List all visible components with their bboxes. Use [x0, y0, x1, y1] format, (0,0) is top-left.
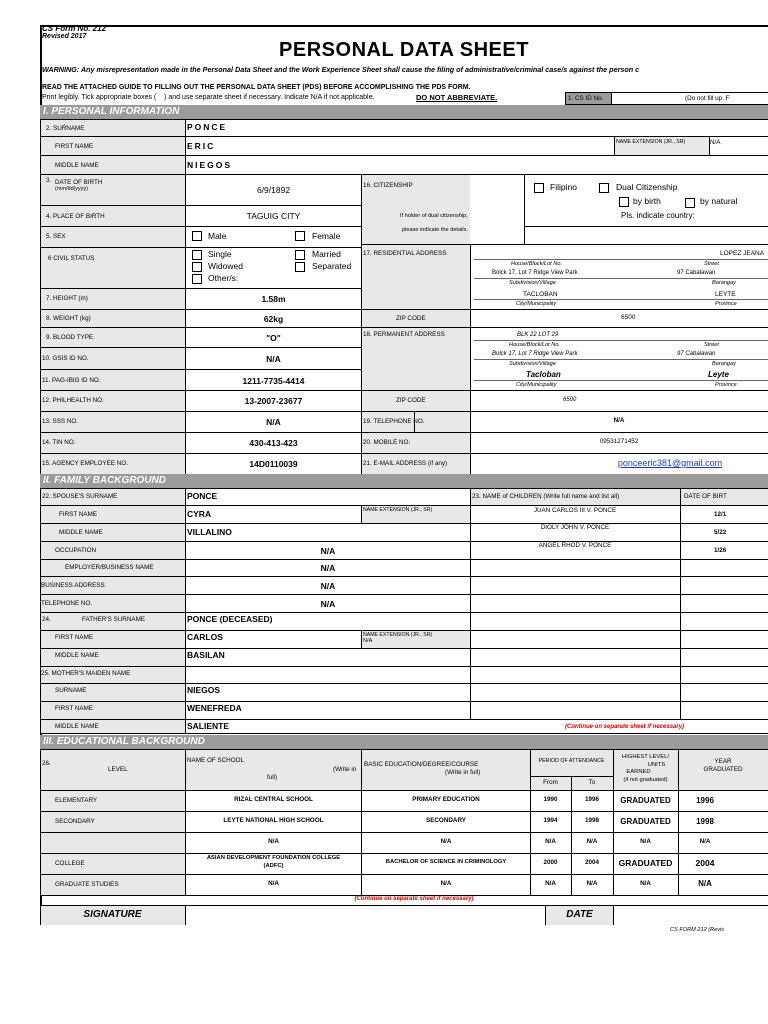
others-checkbox[interactable]	[192, 274, 202, 284]
tin-label: 14. TIN NO.	[42, 439, 76, 446]
citizenship-label: 16. CITIZENSHIP	[363, 182, 413, 189]
res-zip-label: ZIP CODE	[396, 315, 426, 322]
by-naturalization-label: by natural	[700, 196, 738, 206]
mother-surname-label: SURNAME	[55, 687, 87, 694]
permanent-address-label: 18. PERMANENT ADDRESS	[363, 331, 445, 338]
edu-row-2-to[interactable]: 1998	[584, 817, 599, 824]
edu-row-2-highest[interactable]: GRADUATED	[620, 817, 671, 826]
edu-row-3-from[interactable]: N/A	[545, 838, 556, 845]
dual-citizenship-label: Dual Citizenship	[616, 182, 678, 192]
res-barangay-value[interactable]: 97 Cabalawan	[677, 270, 716, 276]
dob-number: 3.	[46, 177, 52, 184]
height-value[interactable]: 1.58m	[261, 294, 286, 304]
edu-row-5-to[interactable]: N/A	[586, 880, 598, 887]
father-name-ext-value[interactable]: N/A	[363, 638, 373, 644]
occupation-label: OCCUPATION	[55, 547, 97, 554]
father-first-name-value[interactable]: CARLOS	[187, 632, 223, 642]
edu-row-1-school[interactable]: RIZAL CENTRAL SCHOOL	[234, 796, 313, 803]
perm-house-value[interactable]: BLK 22 LOT 29	[517, 332, 559, 338]
philhealth-value[interactable]: 13-2007-23677	[244, 396, 303, 406]
dob-format: (mm/dd/yyyy)	[55, 186, 88, 192]
telephone-label: 19. TELEPHONE NO.	[363, 418, 425, 425]
edu-row-5-year[interactable]: N/A	[698, 879, 712, 888]
male-checkbox[interactable]	[192, 231, 202, 241]
dual-note-2: please indicate the details.	[402, 227, 468, 233]
edu-row-3-course[interactable]: N/A	[440, 838, 452, 845]
from-header: From	[543, 779, 558, 786]
education-number: 26.	[42, 760, 51, 767]
edu-row-3-school[interactable]: N/A	[268, 838, 279, 845]
business-address-label: BUSINESS ADDRESS	[41, 582, 105, 589]
print-legibly-text: Print legibly. Tick appropriate boxes ( ) and use separate sheet if necessary. Indicate N/A if not applicable.	[42, 94, 375, 101]
cs-id-label: 1. CS ID No.	[568, 95, 604, 102]
filipino-checkbox[interactable]	[534, 183, 544, 193]
spouse-name-ext-label: NAME EXTENSION (JR., SR)	[363, 507, 433, 513]
residential-address-label: 17. RESIDENTIAL ADDRESS	[363, 250, 447, 257]
female-label: Female	[312, 231, 341, 241]
father-surname-label: FATHER'S SURNAME	[82, 616, 146, 623]
indicate-country-label: Pls. indicate country:	[621, 211, 695, 220]
perm-subdivision-label: Subdivision/Village	[509, 361, 556, 367]
mother-first-name-label: FIRST NAME	[55, 705, 94, 712]
edu-row-5-highest[interactable]: N/A	[640, 880, 651, 887]
mother-maiden-name-label: 25. MOTHER'S MAIDEN NAME	[41, 670, 131, 677]
edu-row-2-course[interactable]: SECONDARY	[425, 817, 466, 824]
spouse-surname-label: 22. SPOUSE'S SURNAME	[42, 493, 118, 500]
father-name-ext-label: NAME EXTENSION (JR., SR)	[363, 632, 433, 638]
edu-row-5-school[interactable]: N/A	[268, 880, 279, 887]
middle-name-label: MIDDLE NAME	[55, 162, 99, 169]
family-label-bg	[41, 488, 185, 733]
philhealth-label: 12. PHILHEALTH NO.	[42, 397, 104, 404]
pagibig-value[interactable]: 1211-7735-4414	[242, 376, 305, 386]
perm-province-value[interactable]: Leyte	[708, 370, 729, 379]
child-3-dob[interactable]: 1/26	[714, 547, 727, 554]
spouse-first-name-value[interactable]: CYRA	[187, 509, 212, 519]
name-extension-label: NAME EXTENSION (JR., SR)	[616, 139, 686, 145]
form-top-border	[40, 25, 768, 27]
res-house-label: House/Block/Lot No.	[511, 261, 562, 267]
edu-row-4-school[interactable]: ASIAN DEVELOPMENT FOUNDATION COLLEGE (ADFC)	[206, 855, 341, 869]
cs-id-note: (Do not fill up. F	[685, 95, 730, 102]
spouse-first-name-label: FIRST NAME	[59, 511, 98, 518]
perm-barangay-value[interactable]: 97 Cabalawan	[677, 351, 716, 357]
male-label: Male	[208, 231, 227, 241]
edu-row-3-year[interactable]: N/A	[699, 838, 711, 845]
res-subdivision-value[interactable]: Bolck 17, Lot 7 Ridge View Park	[492, 270, 578, 276]
gsis-label: 10. GSIS ID NO.	[42, 355, 89, 362]
res-province-label: Province	[715, 301, 737, 307]
edu-row-1-from[interactable]: 1990	[543, 796, 558, 803]
res-subdivision-label: Subdivision/Village	[509, 280, 556, 286]
perm-street-label: Street	[704, 342, 719, 348]
sss-value[interactable]: N/A	[266, 417, 281, 427]
by-naturalization-checkbox[interactable]	[685, 198, 695, 208]
spouse-telephone-label: TELEPHONE NO.	[41, 600, 93, 607]
child-2-name[interactable]: DIOLY JOHN V. PONCE	[540, 524, 610, 531]
by-birth-label: by birth	[633, 196, 661, 206]
mother-first-name-value[interactable]: WENEFREDA	[187, 703, 242, 713]
res-zip-value[interactable]: 6500	[621, 314, 636, 321]
perm-city-label: City/Municipality	[516, 382, 557, 388]
edu-row-3-to[interactable]: N/A	[586, 838, 598, 845]
father-middle-name-value[interactable]: BASILAN	[187, 650, 225, 660]
place-of-birth-label: 4. PLACE OF BIRTH	[46, 213, 105, 220]
email-label: 21. E-MAIL ADDRESS (if any)	[363, 460, 448, 467]
edu-row-4-year[interactable]: 2004	[695, 858, 715, 868]
name-extension-value[interactable]: N/A	[710, 139, 721, 146]
res-street-value[interactable]: LOPEZ JEANA	[720, 250, 765, 257]
single-label: Single	[208, 249, 232, 259]
perm-subdivision-value[interactable]: Bolck 17, Lot 7 Ridge View Park	[492, 351, 578, 357]
course-header-write: (Write in full)	[445, 769, 481, 776]
highest-level-header: HIGHEST LEVEL/ UNITS EARNED (if not graduated)	[622, 754, 669, 783]
father-middle-name-label: MIDDLE NAME	[55, 652, 99, 659]
surname-label: 2. SURNAME	[46, 125, 85, 132]
occupation-value[interactable]: N/A	[320, 546, 336, 556]
separated-checkbox[interactable]	[295, 262, 305, 272]
warning-text: WARNING: Any misrepresentation made in the Personal Data Sheet and the Work Experience Sheet shall cause the filing of administrative/criminal case/s against the person c	[42, 65, 640, 74]
edu-row-3-highest[interactable]: N/A	[640, 838, 651, 845]
res-province-value[interactable]: LEYTE	[715, 291, 736, 298]
section-personal-information: I. PERSONAL INFORMATION	[40, 105, 768, 119]
form-revised: Revised 2017	[42, 33, 87, 40]
married-checkbox[interactable]	[295, 250, 305, 260]
mobile-label: 20. MOBILE NO.	[363, 439, 411, 446]
weight-value[interactable]: 62kg	[263, 314, 284, 324]
section-family-background: II. FAMILY BACKGROUND	[40, 474, 768, 488]
perm-zip-label: ZIP CODE	[396, 397, 426, 404]
pagibig-label: 11. PAG-IBIG ID NO.	[42, 377, 101, 384]
perm-house-label: House/Block/Lot No.	[509, 342, 560, 348]
edu-row-1-level: ELEMENTARY	[55, 797, 98, 804]
date-label: DATE	[566, 909, 593, 920]
period-header: PERIOD OF ATTENDANCE	[538, 758, 605, 764]
perm-city-value[interactable]: Tacloban	[526, 370, 561, 379]
separated-label: Separated	[312, 261, 352, 271]
edu-row-1-year[interactable]: 1996	[696, 796, 714, 805]
telephone-value[interactable]: N/A	[613, 417, 625, 424]
perm-zip-value[interactable]: 6500	[563, 397, 577, 403]
signature-label: SIGNATURE	[83, 909, 142, 920]
single-checkbox[interactable]	[192, 250, 202, 260]
children-dob-label: DATE OF BIRT	[684, 493, 727, 500]
signature-field[interactable]	[186, 906, 545, 925]
sex-label: 5. SEX	[46, 233, 66, 240]
child-2-dob[interactable]: 5/22	[714, 529, 727, 536]
guide-text: READ THE ATTACHED GUIDE TO FILLING OUT THE PERSONAL DATA SHEET (PDS) BEFORE ACCOMPLISHING THE PDS FORM.	[42, 84, 471, 91]
children-label: 23. NAME of CHILDREN (Write full name and list all)	[472, 493, 620, 500]
date-field[interactable]	[614, 906, 768, 925]
family-continue-note: (Continue on separate sheet if necessary)	[565, 724, 685, 730]
filipino-label: Filipino	[550, 182, 577, 192]
education-continue-note: (Continue on separate sheet if necessary)	[354, 896, 474, 902]
school-header-write: (Write in	[333, 766, 357, 773]
spouse-middle-name-value[interactable]: VILLALINO	[187, 527, 232, 537]
blood-type-value[interactable]: "O"	[266, 333, 281, 343]
no-abbreviate-text: DO NOT ABBREVIATE.	[416, 93, 498, 102]
child-3-name[interactable]: ANGEL RHOD V. PONCE	[538, 542, 612, 549]
agency-employee-label: 15. AGENCY EMPLOYEE NO.	[42, 460, 128, 467]
to-header: To	[588, 779, 596, 786]
agency-employee-value[interactable]: 14D0110039	[249, 459, 298, 469]
height-label: 7. HEIGHT (m)	[46, 295, 88, 302]
married-label: Married	[312, 249, 341, 259]
employer-label: EMPLOYER/BUSINESS NAME	[65, 564, 154, 571]
spouse-telephone-value[interactable]: N/A	[320, 599, 336, 609]
civil-status-label: 6 CIVIL STATUS	[48, 255, 95, 262]
father-surname-value[interactable]: PONCE (DECEASED)	[187, 614, 273, 624]
school-header-full: full)	[267, 774, 278, 781]
first-name-label: FIRST NAME	[55, 143, 94, 150]
edu-row-4-to[interactable]: 2004	[584, 859, 599, 866]
mother-middle-name-value[interactable]: SALIENTE	[187, 721, 230, 731]
email-value[interactable]: ponceeric381@gmail.com	[617, 458, 723, 468]
by-birth-checkbox[interactable]	[619, 197, 629, 207]
school-header: NAME OF SCHOOL	[187, 757, 245, 764]
page-title: PERSONAL DATA SHEET	[279, 39, 529, 61]
business-address-value[interactable]: N/A	[320, 581, 336, 591]
perm-barangay-label: Barangay	[712, 361, 736, 367]
dual-citizenship-checkbox[interactable]	[599, 183, 609, 193]
tin-value[interactable]: 430-413-423	[249, 438, 298, 448]
father-number: 24.	[42, 616, 51, 623]
spouse-middle-name-label: MIDDLE NAME	[59, 529, 103, 536]
edu-row-5-course[interactable]: N/A	[440, 880, 452, 887]
blood-type-label: 9. BLOOD TYPE	[46, 334, 94, 341]
level-header: LEVEL	[108, 766, 128, 773]
personal-data-sheet-form	[40, 25, 768, 925]
widowed-checkbox[interactable]	[192, 262, 202, 272]
res-city-value[interactable]: TACLOBAN	[523, 291, 558, 298]
year-graduated-header: YEAR GRADUATED	[703, 758, 743, 773]
course-header: BASIC EDUCATION/DEGREE/COURSE	[364, 761, 479, 768]
res-street-label: Street	[704, 261, 719, 267]
child-1-dob[interactable]: 12/1	[714, 511, 727, 518]
dob-label: DATE OF BIRTH	[55, 179, 103, 186]
edu-row-1-course[interactable]: PRIMARY EDUCATION	[412, 796, 480, 803]
edu-row-4-level: COLLEGE	[55, 860, 85, 867]
edu-row-2-from[interactable]: 1994	[543, 817, 558, 824]
form-number: CS Form No. 212	[42, 25, 107, 33]
edu-row-2-year[interactable]: 1998	[696, 817, 714, 826]
edu-row-4-highest[interactable]: GRADUATED	[618, 858, 673, 868]
form-reference: CS FORM 212 (Revis	[670, 927, 725, 933]
widowed-label: Widowed	[208, 261, 243, 271]
mother-surname-value[interactable]: NIEGOS	[187, 685, 221, 695]
gsis-value[interactable]: N/A	[266, 354, 281, 364]
res-barangay-label: Barangay	[712, 280, 736, 286]
dob-value[interactable]: 6/9/1892	[256, 185, 291, 195]
sss-label: 13. SSS NO.	[42, 418, 79, 425]
mobile-value[interactable]: 09531271452	[599, 438, 639, 445]
dual-note-1: If holder of dual citizenship,	[400, 213, 468, 219]
mother-middle-name-label: MIDDLE NAME	[55, 723, 99, 730]
place-of-birth-value[interactable]: TAGUIG CITY	[246, 211, 301, 221]
edu-row-5-level: GRADUATE STUDIES	[55, 881, 119, 888]
edu-row-2-level: SECONDARY	[55, 818, 95, 825]
edu-row-2-school[interactable]: LEYTE NATIONAL HIGH SCHOOL	[223, 817, 324, 824]
middle-name-value[interactable]: NIEGOS	[187, 160, 233, 170]
surname-value[interactable]: PONCE	[187, 122, 228, 132]
employer-value[interactable]: N/A	[320, 563, 336, 573]
edu-row-4-from[interactable]: 2000	[543, 859, 558, 866]
edu-row-1-to[interactable]: 1996	[584, 796, 599, 803]
spouse-surname-value[interactable]: PONCE	[187, 491, 218, 501]
edu-row-4-course[interactable]: BACHELOR OF SCIENCE IN CRIMINOLOGY	[385, 859, 507, 865]
edu-row-5-from[interactable]: N/A	[545, 880, 556, 887]
child-1-name[interactable]: JUAN CARLOS III V. PONCE	[533, 507, 617, 514]
country-input[interactable]	[524, 226, 768, 245]
others-label: Other/s:	[208, 273, 239, 283]
weight-label: 8. WEIGHT (kg)	[46, 315, 91, 322]
first-name-value[interactable]: ERIC	[187, 141, 216, 151]
res-city-label: City/Municipality	[516, 301, 557, 307]
father-first-name-label: FIRST NAME	[55, 634, 94, 641]
female-checkbox[interactable]	[295, 231, 305, 241]
perm-province-label: Province	[715, 382, 737, 388]
section-educational-background: III. EDUCATIONAL BACKGROUND	[40, 735, 768, 749]
edu-row-1-highest[interactable]: GRADUATED	[620, 796, 671, 805]
